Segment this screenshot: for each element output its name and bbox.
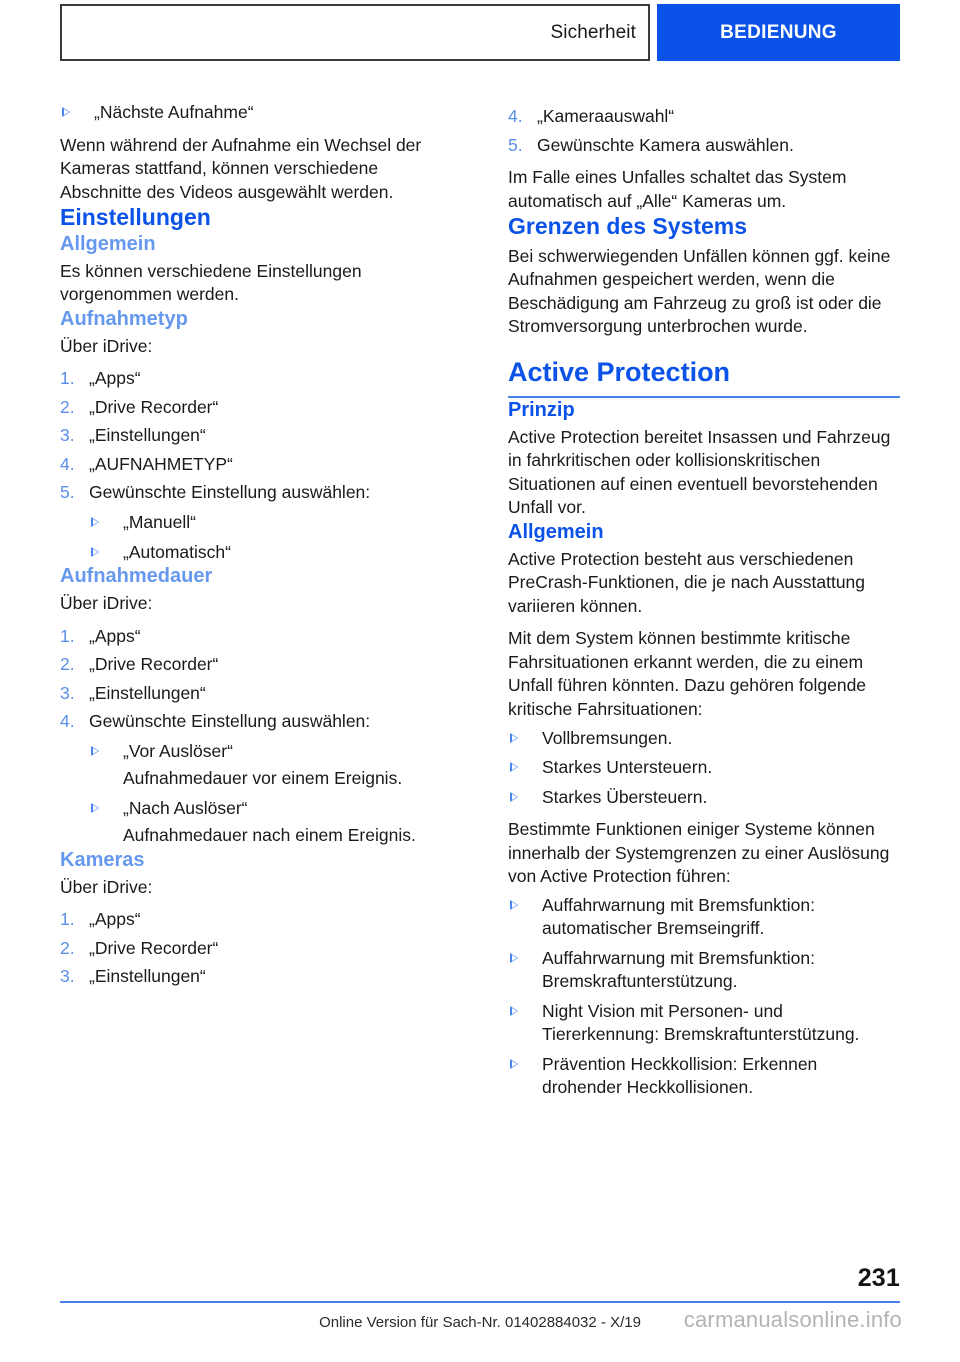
list-item xyxy=(60,653,452,677)
step-number: 2. xyxy=(60,654,75,675)
list-item-label: „Nächste Aufnahme“ xyxy=(94,102,254,122)
list-item xyxy=(60,682,452,706)
list-item-label: „Nach Auslöser“ xyxy=(123,797,248,818)
step-label: Gewünschte Einstellung auswählen: xyxy=(89,482,371,503)
list-item xyxy=(60,965,452,989)
list-item xyxy=(508,947,900,994)
right-column xyxy=(508,96,900,1100)
aufnahmetyp-option-list xyxy=(89,511,452,564)
list-item xyxy=(508,786,900,810)
heading-einstellungen: Einstellungen xyxy=(60,204,211,231)
heading-aufnahmedauer: Aufnahmedauer xyxy=(60,565,213,588)
list-item xyxy=(60,710,452,734)
online-version-note: Online Version für Sach-Nr. 01402884032 - X/19 xyxy=(319,1314,641,1331)
list-item-label: Auffahrwarnung mit Bremsfunktion: Bremskraftunterstützung. xyxy=(542,947,816,992)
watermark: carmanualsonline.info xyxy=(683,1307,902,1332)
page-number: 231 xyxy=(857,1264,900,1292)
triangle-bullet-icon xyxy=(510,1059,518,1069)
list-item xyxy=(508,1053,900,1100)
triangle-bullet-icon xyxy=(510,762,518,772)
aufnahmedauer-option-list xyxy=(89,740,452,848)
list-item-note: Aufnahmedauer nach einem Ereignis. xyxy=(123,825,416,846)
list-item-label: Prävention Heckkollision: Erkennen drohender Heckkollisionen. xyxy=(542,1053,818,1098)
aufnahmedauer-lead: Über iDrive: xyxy=(60,593,153,614)
step-number: 1. xyxy=(60,625,75,646)
prinzip-paragraph: Active Protection bereitet Insassen und Fahrzeug in fahrkritischen oder kollisionskritischen Situationen auf einen eventuell bevorstehenden Unfall vor. xyxy=(508,426,891,518)
list-item-label: „Vor Auslöser“ xyxy=(123,740,233,761)
list-item xyxy=(508,1000,900,1047)
aufnahmetyp-step-list xyxy=(60,367,452,505)
grenzen-paragraph: Bei schwerwiegenden Unfällen können ggf. keine Aufnahmen gespeichert werden, wenn die Beschädigung am Fahrzeug zu groß ist oder die Stromversorgung unterbrochen wurde. xyxy=(508,245,891,337)
heading-grenzen-des-systems: Grenzen des Systems xyxy=(508,213,748,240)
list-item-label: Auffahrwarnung mit Bremsfunktion: automatischer Bremseingriff. xyxy=(542,894,816,939)
list-item-note: Aufnahmedauer vor einem Ereignis. xyxy=(123,768,403,789)
list-item xyxy=(60,937,452,961)
list-item xyxy=(89,797,452,848)
list-item xyxy=(60,481,452,505)
list-item-label: „Automatisch“ xyxy=(123,541,231,562)
step-label: „Einstellungen“ xyxy=(89,966,206,987)
list-item-label: Starkes Übersteuern. xyxy=(542,786,708,807)
intro-bullet-list xyxy=(60,101,452,125)
triangle-bullet-icon xyxy=(91,803,99,813)
triangle-bullet-icon xyxy=(510,1006,518,1016)
page-title-active-protection: Active Protection xyxy=(508,357,900,398)
section-tab xyxy=(657,4,900,61)
aufnahmedauer-step-list xyxy=(60,625,452,734)
triangle-bullet-icon xyxy=(510,792,518,802)
step-number: 3. xyxy=(60,425,75,446)
step-label: „AUFNAHMETYP“ xyxy=(89,453,233,474)
kameras-step-list xyxy=(60,908,452,989)
chapter-tab-label: Sicherheit xyxy=(550,21,636,43)
step-label: Gewünschte Kamera auswählen. xyxy=(537,134,794,155)
heading-allgemein-left: Allgemein xyxy=(60,232,156,255)
list-item-label: Vollbremsungen. xyxy=(542,727,673,748)
triangle-bullet-icon xyxy=(510,953,518,963)
aufnahmetyp-lead: Über iDrive: xyxy=(60,335,153,356)
step-number: 2. xyxy=(60,937,75,958)
step-label: Gewünschte Einstellung auswählen: xyxy=(89,711,371,732)
step-label: „Drive Recorder“ xyxy=(89,937,219,958)
list-item xyxy=(60,101,452,125)
ausloesung-paragraph: Bestimmte Funktionen einiger Systeme können innerhalb der Systemgrenzen zu einer Auslösung von Active Protection führen: xyxy=(508,819,890,887)
step-number: 1. xyxy=(60,368,75,389)
step-number: 5. xyxy=(60,482,75,503)
page-body xyxy=(60,96,900,1100)
list-item xyxy=(508,756,900,780)
triangle-bullet-icon xyxy=(91,746,99,756)
heading-aufnahmetyp: Aufnahmetyp xyxy=(60,307,188,330)
step-label: „Drive Recorder“ xyxy=(89,654,219,675)
kameras-lead: Über iDrive: xyxy=(60,876,153,897)
chapter-tab xyxy=(60,4,650,61)
list-item xyxy=(60,424,452,448)
step-label: „Einstellungen“ xyxy=(89,682,206,703)
step-number: 1. xyxy=(60,909,75,930)
step-label: „Apps“ xyxy=(89,909,141,930)
list-item xyxy=(89,511,452,535)
list-item xyxy=(508,894,900,941)
allgemein-paragraph-2: Mit dem System können bestimmte kritische Fahrsituationen erkannt werden, die zu einem Unfall führen könnten. Dazu gehören folgende kritische Fahrsituationen: xyxy=(508,628,867,720)
list-item xyxy=(508,105,900,129)
step-number: 4. xyxy=(60,711,75,732)
triangle-bullet-icon xyxy=(510,900,518,910)
triangle-bullet-icon xyxy=(510,733,518,743)
intro-paragraph: Wenn während der Aufnahme ein Wechsel der Kameras stattfand, können verschiedene Abschnitte des Videos ausgewählt werden. xyxy=(60,134,422,202)
left-column xyxy=(60,96,452,1100)
step-label: „Apps“ xyxy=(89,368,141,389)
allgemein-paragraph-1: Active Protection besteht aus verschiedenen PreCrash-Funktionen, die je nach Ausstattung variieren können. xyxy=(508,548,866,616)
step-number: 4. xyxy=(60,453,75,474)
step-number: 2. xyxy=(60,396,75,417)
list-item xyxy=(60,453,452,477)
step-label: „Drive Recorder“ xyxy=(89,396,219,417)
footer-divider xyxy=(60,1301,900,1303)
kameras-step-list-continued xyxy=(508,105,900,157)
step-label: „Einstellungen“ xyxy=(89,425,206,446)
list-item xyxy=(508,727,900,751)
step-number: 3. xyxy=(60,682,75,703)
list-item xyxy=(60,625,452,649)
list-item-label: „Manuell“ xyxy=(123,511,196,532)
kameras-note: Im Falle eines Unfalles schaltet das System automatisch auf „Alle“ Kameras um. xyxy=(508,167,847,211)
step-number: 5. xyxy=(508,134,523,155)
triangle-bullet-icon xyxy=(91,547,99,557)
allgemein-paragraph-left: Es können verschiedene Einstellungen vorgenommen werden. xyxy=(60,260,362,305)
step-label: „Kameraauswahl“ xyxy=(537,106,675,126)
list-item xyxy=(508,134,900,158)
ausloesung-list xyxy=(508,894,900,1100)
list-item xyxy=(60,396,452,420)
list-item xyxy=(60,367,452,391)
heading-prinzip: Prinzip xyxy=(508,398,575,421)
section-tab-label: BEDIENUNG xyxy=(720,21,837,43)
triangle-bullet-icon xyxy=(91,517,99,527)
list-item xyxy=(89,740,452,791)
heading-kameras: Kameras xyxy=(60,848,145,871)
list-item xyxy=(89,541,452,565)
page-header xyxy=(60,4,900,61)
kritische-situationen-list xyxy=(508,727,900,810)
step-number: 3. xyxy=(60,966,75,987)
list-item-label: Night Vision mit Personen- und Tiererkennung: Bremskraftunterstützung. xyxy=(542,1000,860,1045)
step-number: 4. xyxy=(508,106,523,126)
list-item-label: Starkes Untersteuern. xyxy=(542,757,713,778)
heading-allgemein-right: Allgemein xyxy=(508,520,604,543)
step-label: „Apps“ xyxy=(89,625,141,646)
triangle-bullet-icon xyxy=(62,107,70,117)
list-item xyxy=(60,908,452,932)
